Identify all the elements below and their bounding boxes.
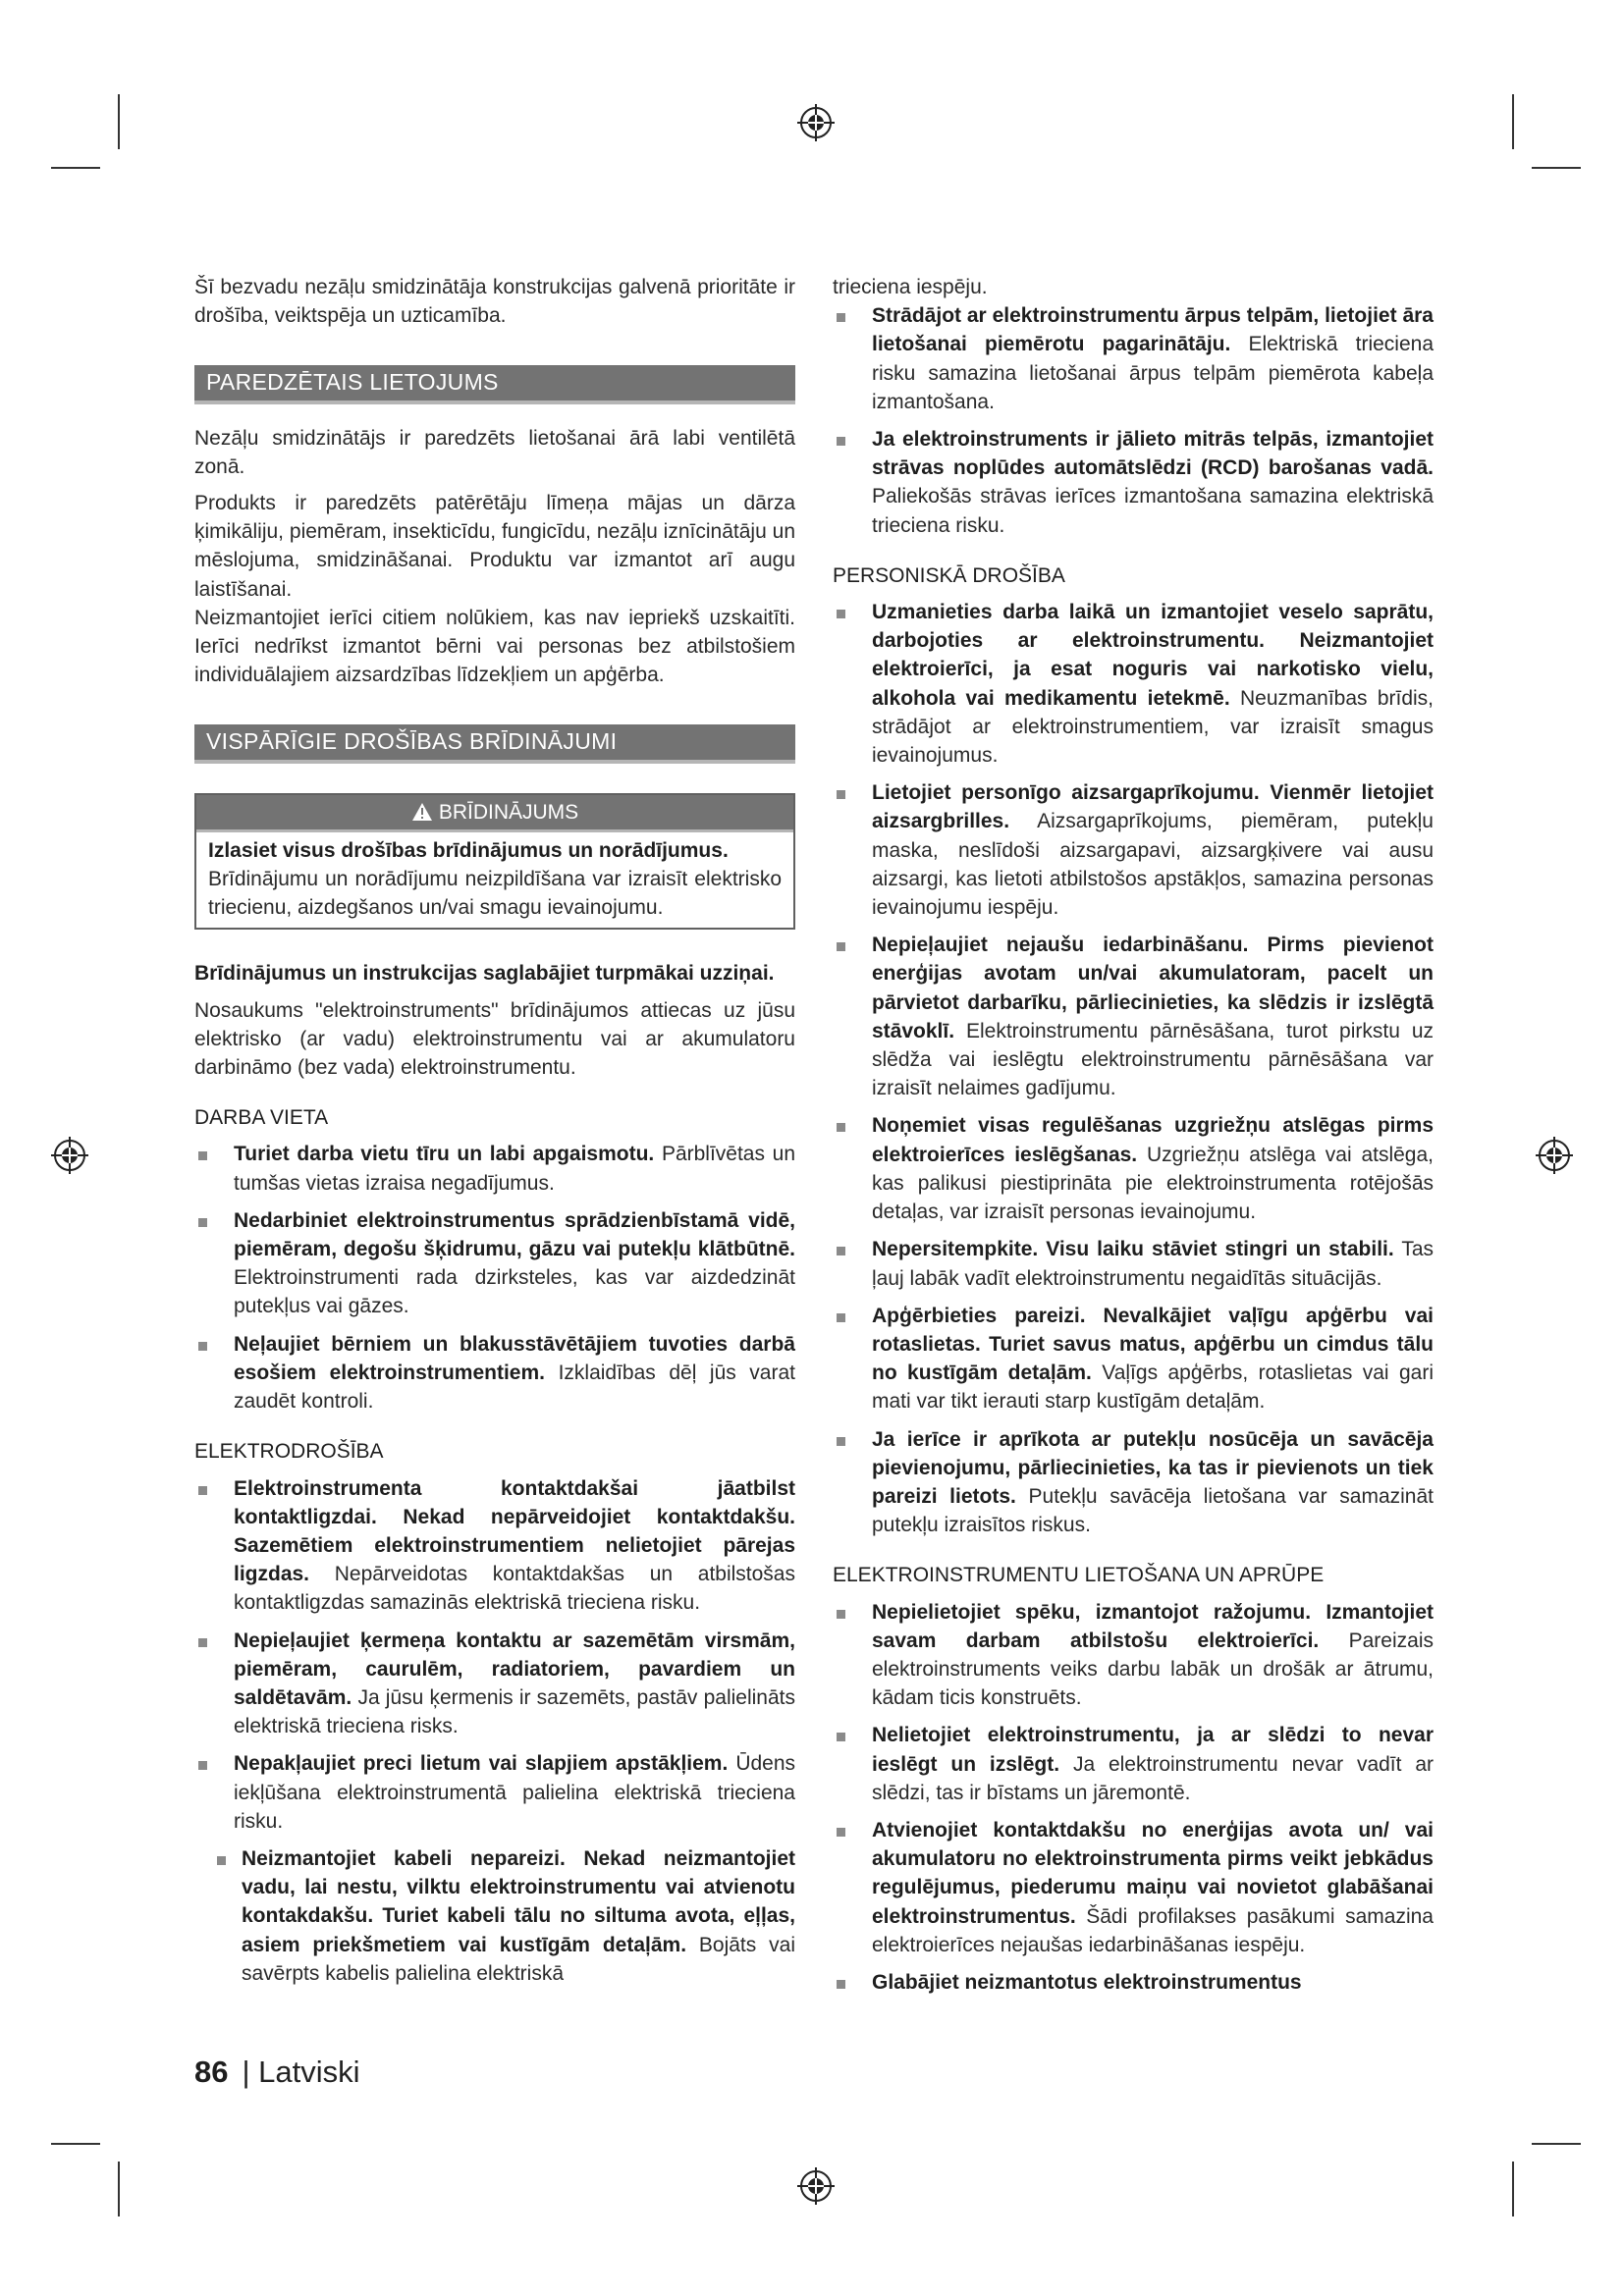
crop-mark (118, 94, 120, 149)
list-item: Noņemiet visas regulēšanas uzgriežņu atslēgas pirms elektroierīces ieslēgšanas. Uzgriežņu atslēga vai atslēga, kas palikusi piestiprināta pie elektroinstrumenta rotējošās detaļas, var izraisīt personas ievainojumu. (833, 1111, 1434, 1226)
tool-use-heading: ELEKTROINSTRUMENTU LIETOŠANA UN APRŪPE (833, 1564, 1325, 1587)
registration-mark-icon (51, 1137, 88, 1174)
general-safety-heading: VISPĀRĪGIE DROŠĪBAS BRĪDINĀJUMI (194, 724, 795, 763)
personal-safety-heading: PERSONISKĀ DROŠĪBA (833, 563, 1065, 587)
term-note: Nosaukums "elektroinstruments" brīdinājumos attiecas uz jūsu elektrisko (ar vadu) elektroinstrumentu vai ar akumulatoru darbināmo (bez vada) elektroinstrumentu. (194, 998, 795, 1080)
warning-body (196, 832, 793, 929)
crop-mark (51, 167, 100, 169)
registration-mark-icon (797, 104, 835, 141)
page-footer (194, 2055, 360, 2090)
list-item: Glabājiet neizmantotus elektroinstrumentus (833, 1968, 1434, 1997)
crop-mark (1532, 167, 1581, 169)
intended-use-heading: PAREDZĒTAIS LIETOJUMS (194, 365, 795, 403)
work-area-list (194, 1140, 795, 1415)
list-item: Apģērbieties pareizi. Nevalkājiet vaļīgu apģērbu vai rotaslietas. Turiet savus matus, apģērbu un cimdus tālu no kustīgām detaļām. Vaļīgs apģērbs, rotaslietas vai gari mati var tikt ierauti starp kustīgām detaļām. (833, 1302, 1434, 1416)
list-item: Elektroinstrumenta kontaktdakšai jāatbilst kontaktligzdai. Nekad nepārveidojiet kontaktdakšu. Sazemētiem elektroinstrumentiem nelietojiet pārejas ligzdas. Nepārveidotas kontaktdakšas un atbilstošas kontaktligzdas samazinās elektriskā trieciena risku. (194, 1474, 795, 1618)
electrical-list (194, 1474, 795, 1988)
intended-use-paragraph: Nezāļu smidzinātājs ir paredzēts lietošanai ārā labi ventilētā zonā. (194, 426, 795, 478)
work-area-heading: DARBA VIETA (194, 1106, 329, 1130)
warning-triangle-icon (411, 802, 433, 822)
list-item: Ja ierīce ir aprīkota ar putekļu nosūcēja un savācēja pievienojumu, pārliecinieties, ka tas ir pievienots un tiek pareizi lietots. Putekļu savācēja lietošana var samazināt putekļu izraisītos riskus. (833, 1425, 1434, 1540)
personal-safety-list (833, 598, 1434, 1539)
right-column (833, 273, 1434, 2005)
list-item: Neizmantojiet kabeli nepareizi. Nekad neizmantojiet vadu, lai nestu, vilktu elektroinstrumentu vai atvienotu kontakdakšu. Turiet kabeli tālu no siltuma avota, eļļas, asiem priekšmetiem vai kustīgām detaļām. Bojāts vai savērpts kabelis palielina elektriskā (194, 1844, 795, 1988)
list-item: Neļaujiet bērniem un blakusstāvētājiem tuvoties darbā esošiem elektroinstrumentiem. Izklaidības dēļ jūs varat zaudēt kontroli. (194, 1330, 795, 1416)
crop-mark (1512, 94, 1514, 149)
save-note: Brīdinājumus un instrukcijas saglabājiet turpmākai uzziņai. (194, 962, 775, 986)
intended-use-paragraph: Produkts ir paredzēts patērētāju līmeņa mājas un dārza ķimikāliju, piemēram, insekticīdu, fungicīdu, nezāļu iznīcinātāju un mēslojuma, smidzināšanai. Produktu var izmantot arī augu laistīšanai. (194, 492, 795, 601)
tool-use-list (833, 1598, 1434, 1998)
warning-bold-text: Izlasiet visus drošības brīdinājumus un norādījumus. (208, 838, 729, 862)
registration-mark-icon (797, 2167, 835, 2205)
crop-mark (1512, 2162, 1514, 2216)
warning-header (196, 795, 793, 832)
list-item: Nedarbiniet elektroinstrumentus sprādzienbīstamā vidē, piemēram, degošu šķidrumu, gāzu vai putekļu klātbūtnē. Elektroinstrumenti rada dzirksteles, kas var aizdedzināt putekļus vai gāzes. (194, 1206, 795, 1321)
electrical-list-continued (833, 301, 1434, 540)
page-number: 86 (194, 2055, 229, 2089)
crop-mark (118, 2162, 120, 2216)
continued-text: trieciena iespēju. (833, 276, 988, 298)
warning-box (194, 793, 795, 931)
electrical-heading: ELEKTRODROŠĪBA (194, 1440, 384, 1464)
left-column (194, 273, 795, 1997)
warning-text: Brīdinājumu un norādījumu neizpildīšana var izraisīt elektrisko triecienu, aizdegšanos un/vai smagu ievainojumu. (208, 868, 782, 920)
list-item: Uzmanieties darba laikā un izmantojiet veselo saprātu, darbojoties ar elektroinstrumentu. Neizmantojiet elektroierīci, ja esat noguris vai narkotisko vielu, alkohola vai medikamentu ietekmē. Neuzmanības brīdis, strādājot ar elektroinstrumentiem, var izraisīt smagus ievainojumus. (833, 598, 1434, 770)
list-item: Lietojiet personīgo aizsargaprīkojumu. Vienmēr lietojiet aizsargbrilles. Aizsargaprīkojums, piemēram, putekļu maska, neslīdoši aizsargapavi, aizsargķivere vai ausu aizsargi, kas lietoti atbilstošos apstākļos, samazina personas ievainojumu iespēju. (833, 778, 1434, 922)
crop-mark (1532, 2143, 1581, 2145)
list-item: Nepersitempkite. Visu laiku stāviet stingri un stabili. Tas ļauj labāk vadīt elektroinstrumentu negaidītās situācijās. (833, 1235, 1434, 1292)
list-item: Atvienojiet kontaktdakšu no enerģijas avota un/ vai akumulatoru no elektroinstrumenta pirms veikt jebkādus regulējumus, piederumu maiņu vai novietot glabāšanai elektroinstrumentus. Šādi profilakses pasākumi samazina elektroierīces nejaušas iedarbināšanas iespēju. (833, 1816, 1434, 1959)
list-item: Nepieļaujiet ķermeņa kontaktu ar sazemētām virsmām, piemēram, caurulēm, radiatoriem, pavardiem un saldētavām. Ja jūsu ķermenis ir sazemēts, pastāv palielināts elektriskā trieciena risks. (194, 1627, 795, 1741)
list-item: Nelietojiet elektroinstrumentu, ja ar slēdzi to nevar ieslēgt un izslēgt. Ja elektroinstrumentu nevar vadīt ar slēdzi, tas ir bīstams un jāremontē. (833, 1721, 1434, 1807)
list-item: Nepieļaujiet nejaušu iedarbināšanu. Pirms pievienot enerģijas avotam un/vai akumulatoram, pacelt un pārvietot darbarīku, pārliecinieties, ka slēdzis ir izslēgtā stāvoklī. Elektroinstrumentu pārnēsāšana, turot pirkstu uz slēdža vai ieslēgtu elektroinstrumentu pārnēsāšana var izraisīt nelaimes gadījumu. (833, 931, 1434, 1102)
list-item: Strādājot ar elektroinstrumentu ārpus telpām, lietojiet āra lietošanai piemērotu pagarinātāju. Elektriskā trieciena risku samazina lietošanai ārpus telpām piemērota kabeļa izmantošana. (833, 301, 1434, 416)
warning-title: BRĪDINĀJUMS (438, 800, 579, 824)
intended-use-paragraph: Neizmantojiet ierīci citiem nolūkiem, kas nav iepriekš uzskaitīti. Ierīci nedrīkst izmantot bērni vai personas bez atbilstošiem individuālajiem aizsardzības līdzekļiem un apģērba. (194, 606, 795, 687)
list-item: Turiet darba vietu tīru un labi apgaismotu. Pārblīvētas un tumšas vietas izraisa negadījumus. (194, 1140, 795, 1197)
intro-paragraph: Šī bezvadu nezāļu smidzinātāja konstrukcijas galvenā prioritāte ir drošība, veiktspēja un uzticamība. (194, 276, 795, 328)
list-item: Nepielietojiet spēku, izmantojot ražojumu. Izmantojiet savam darbam atbilstošu elektroierīci. Pareizais elektroinstruments veiks darbu labāk un drošāk ar ātrumu, kādam ticis konstruēts. (833, 1598, 1434, 1713)
registration-mark-icon (1536, 1137, 1573, 1174)
list-item: Ja elektroinstruments ir jālieto mitrās telpās, izmantojiet strāvas noplūdes automātslēdzi (RCD) barošanas vadā. Paliekošās strāvas ierīces izmantošana samazina elektriskā trieciena risku. (833, 425, 1434, 540)
footer-language: | Latviski (242, 2055, 360, 2089)
list-item: Nepakļaujiet preci lietum vai slapjiem apstākļiem. Ūdens iekļūšana elektroinstrumentā palielina elektriskā trieciena risku. (194, 1749, 795, 1836)
crop-mark (51, 2143, 100, 2145)
